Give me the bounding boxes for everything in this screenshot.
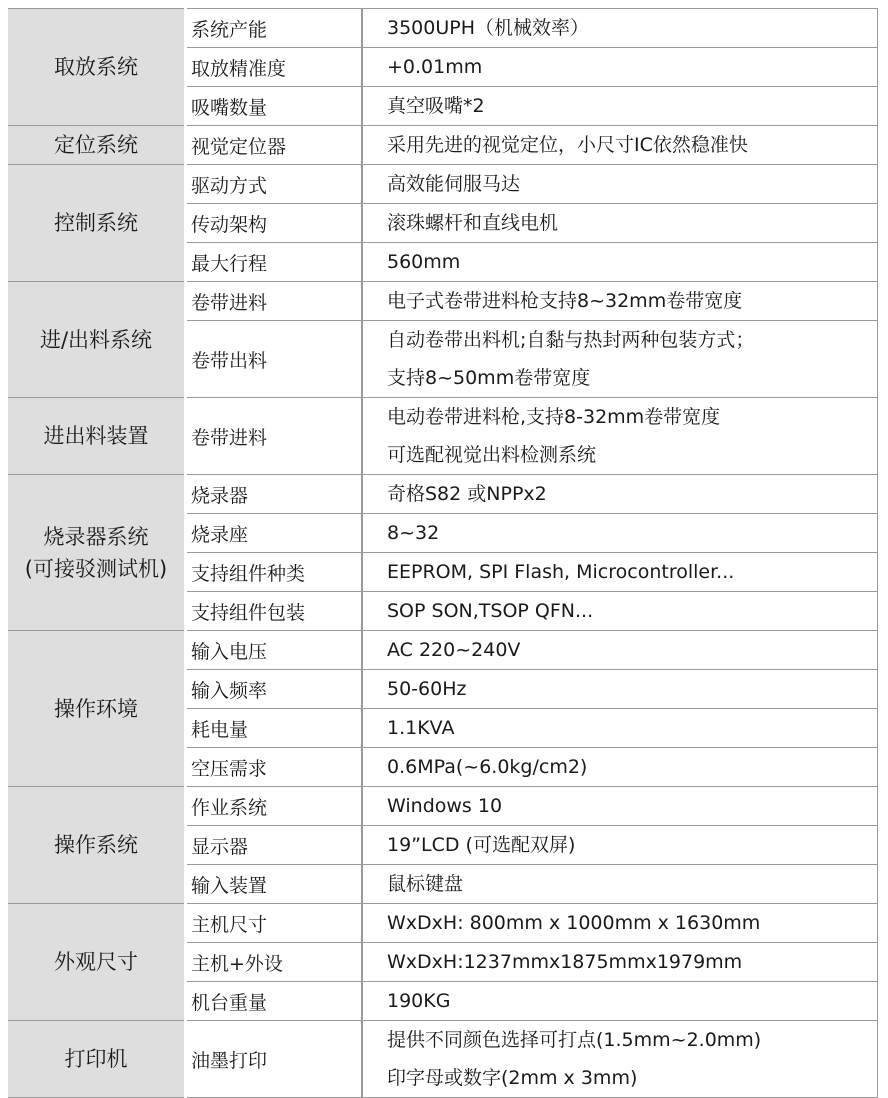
- spec-value-line: WxDxH: 800mm x 1000mm x 1630mm: [387, 912, 761, 934]
- spec-value-cell: [362, 670, 878, 709]
- spec-value-line: 50-60Hz: [387, 678, 467, 700]
- spec-value-cell: [362, 904, 878, 943]
- spec-value-line: 真空吸嘴*2: [387, 95, 485, 117]
- category-cell: [8, 282, 186, 398]
- spec-value-cell: [362, 126, 878, 165]
- spec-value-line: 支持8~50mm卷带宽度: [387, 367, 591, 389]
- spec-item-label: 卷带出料: [186, 321, 363, 398]
- spec-item-label: 最大行程: [186, 243, 363, 282]
- category-label: 打印机: [64, 1047, 128, 1071]
- spec-item-label: 支持组件种类: [186, 553, 363, 592]
- spec-value-line: 3500UPH（机械效率）: [387, 17, 590, 39]
- spec-value-cell: [362, 165, 878, 204]
- spec-value-cell: [362, 282, 878, 321]
- spec-item-label: 视觉定位器: [186, 126, 363, 165]
- category-cell: [8, 904, 186, 1021]
- spec-item-label: 取放精准度: [186, 48, 363, 87]
- category-label: 外观尺寸: [54, 950, 138, 974]
- spec-value-cell: [362, 475, 878, 514]
- spec-value-cell: [362, 709, 878, 748]
- spec-value-cell: [362, 865, 878, 904]
- spec-value-line: 8~32: [387, 522, 440, 544]
- spec-item-label: 输入电压: [186, 631, 363, 670]
- spec-table: [8, 8, 878, 1098]
- spec-value-cell: [362, 48, 878, 87]
- spec-value-line: 1.1KVA: [387, 717, 455, 739]
- spec-item-label: 主机+外设: [186, 943, 363, 982]
- category-label: 进/出料系统: [39, 327, 153, 352]
- table-row: [8, 787, 878, 826]
- spec-value-cell: [362, 982, 878, 1021]
- spec-value-line: 采用先进的视觉定位，小尺寸IC依然稳准快: [387, 134, 748, 156]
- spec-value-line: 奇格S82 或NPPx2: [387, 483, 547, 505]
- spec-item-label: 烧录座: [186, 514, 363, 553]
- spec-item-label: 耗电量: [186, 709, 363, 748]
- spec-value-line: 高效能伺服马达: [387, 173, 521, 195]
- spec-value-cell: [362, 553, 878, 592]
- category-cell: [8, 9, 186, 126]
- category-label: 烧录器系统: [43, 524, 149, 549]
- spec-value-line: 可选配视觉出料检测系统: [387, 444, 597, 466]
- category-cell: [8, 126, 186, 165]
- table-row: [8, 126, 878, 165]
- spec-value-line: 自动卷带出料机;自黏与热封两种包装方式；: [387, 329, 755, 351]
- category-cell: [8, 398, 186, 475]
- spec-value-cell: [362, 787, 878, 826]
- spec-value-line: 19”LCD (可选配双屏): [387, 834, 576, 856]
- spec-value-line: SOP SON,TSOP QFN...: [387, 600, 594, 622]
- spec-item-label: 显示器: [186, 826, 363, 865]
- spec-value-line: 0.6MPa(~6.0kg/cm2): [387, 756, 588, 778]
- spec-item-label: 吸嘴数量: [186, 87, 363, 126]
- spec-item-label: 烧录器: [186, 475, 363, 514]
- category-cell: [8, 631, 186, 787]
- table-row: [8, 398, 878, 475]
- spec-value-cell: [362, 87, 878, 126]
- spec-value-cell: [362, 514, 878, 553]
- category-label: 操作环境: [54, 696, 138, 721]
- spec-table-body: [8, 9, 878, 1098]
- spec-item-label: 机台重量: [186, 982, 363, 1021]
- category-label: 取放系统: [54, 55, 138, 79]
- category-label: 控制系统: [54, 211, 138, 235]
- spec-value-cell: [362, 9, 878, 48]
- spec-item-label: 卷带进料: [186, 398, 363, 475]
- spec-value-cell: [362, 748, 878, 787]
- spec-value-line: 电动卷带进料枪,支持8-32mm卷带宽度: [387, 406, 721, 428]
- spec-value-cell: [362, 204, 878, 243]
- spec-item-label: 油墨打印: [186, 1021, 363, 1098]
- category-label: 定位系统: [54, 133, 138, 157]
- category-cell: [8, 787, 186, 904]
- spec-value-line: WxDxH:1237mmx1875mmx1979mm: [387, 951, 743, 973]
- spec-item-label: 系统产能: [186, 9, 363, 48]
- table-row: [8, 165, 878, 204]
- spec-value-cell: [362, 943, 878, 982]
- category-cell: [8, 475, 186, 631]
- table-row: [8, 282, 878, 321]
- spec-value-line: 电子式卷带进料枪支持8~32mm卷带宽度: [387, 290, 743, 312]
- spec-value-cell: [362, 592, 878, 631]
- spec-value-line: 滚珠螺杆和直线电机: [387, 212, 559, 234]
- spec-item-label: 作业系统: [186, 787, 363, 826]
- spec-item-label: 支持组件包装: [186, 592, 363, 631]
- spec-value-line: 560mm: [387, 251, 461, 273]
- spec-value-line: 提供不同颜色选择可打点(1.5mm~2.0mm): [387, 1029, 762, 1051]
- spec-value-line: AC 220~240V: [387, 639, 521, 661]
- table-row: [8, 631, 878, 670]
- spec-value-cell: [362, 1021, 878, 1098]
- spec-value-line: 190KG: [387, 990, 451, 1012]
- spec-item-label: 输入装置: [186, 865, 363, 904]
- spec-value-line: Windows 10: [387, 795, 503, 817]
- category-cell: [8, 165, 186, 282]
- spec-value-cell: [362, 826, 878, 865]
- category-label: (可接驳测试机): [24, 556, 168, 581]
- spec-value-cell: [362, 321, 878, 398]
- spec-value-cell: [362, 631, 878, 670]
- spec-value-line: 印字母或数字(2mm x 3mm): [387, 1067, 638, 1089]
- spec-item-label: 驱动方式: [186, 165, 363, 204]
- spec-value-line: +0.01mm: [387, 56, 483, 78]
- spec-item-label: 卷带进料: [186, 282, 363, 321]
- category-label: 操作系统: [54, 833, 138, 857]
- table-row: [8, 904, 878, 943]
- category-label: 进出料装置: [43, 424, 149, 448]
- spec-item-label: 传动架构: [186, 204, 363, 243]
- spec-item-label: 空压需求: [186, 748, 363, 787]
- spec-value-cell: [362, 398, 878, 475]
- table-row: [8, 475, 878, 514]
- spec-item-label: 输入频率: [186, 670, 363, 709]
- table-row: [8, 1021, 878, 1098]
- category-cell: [8, 1021, 186, 1098]
- spec-value-cell: [362, 243, 878, 282]
- spec-value-line: 鼠标键盘: [387, 873, 464, 895]
- table-row: [8, 9, 878, 48]
- spec-value-line: EEPROM, SPI Flash, Microcontroller...: [387, 561, 735, 583]
- spec-item-label: 主机尺寸: [186, 904, 363, 943]
